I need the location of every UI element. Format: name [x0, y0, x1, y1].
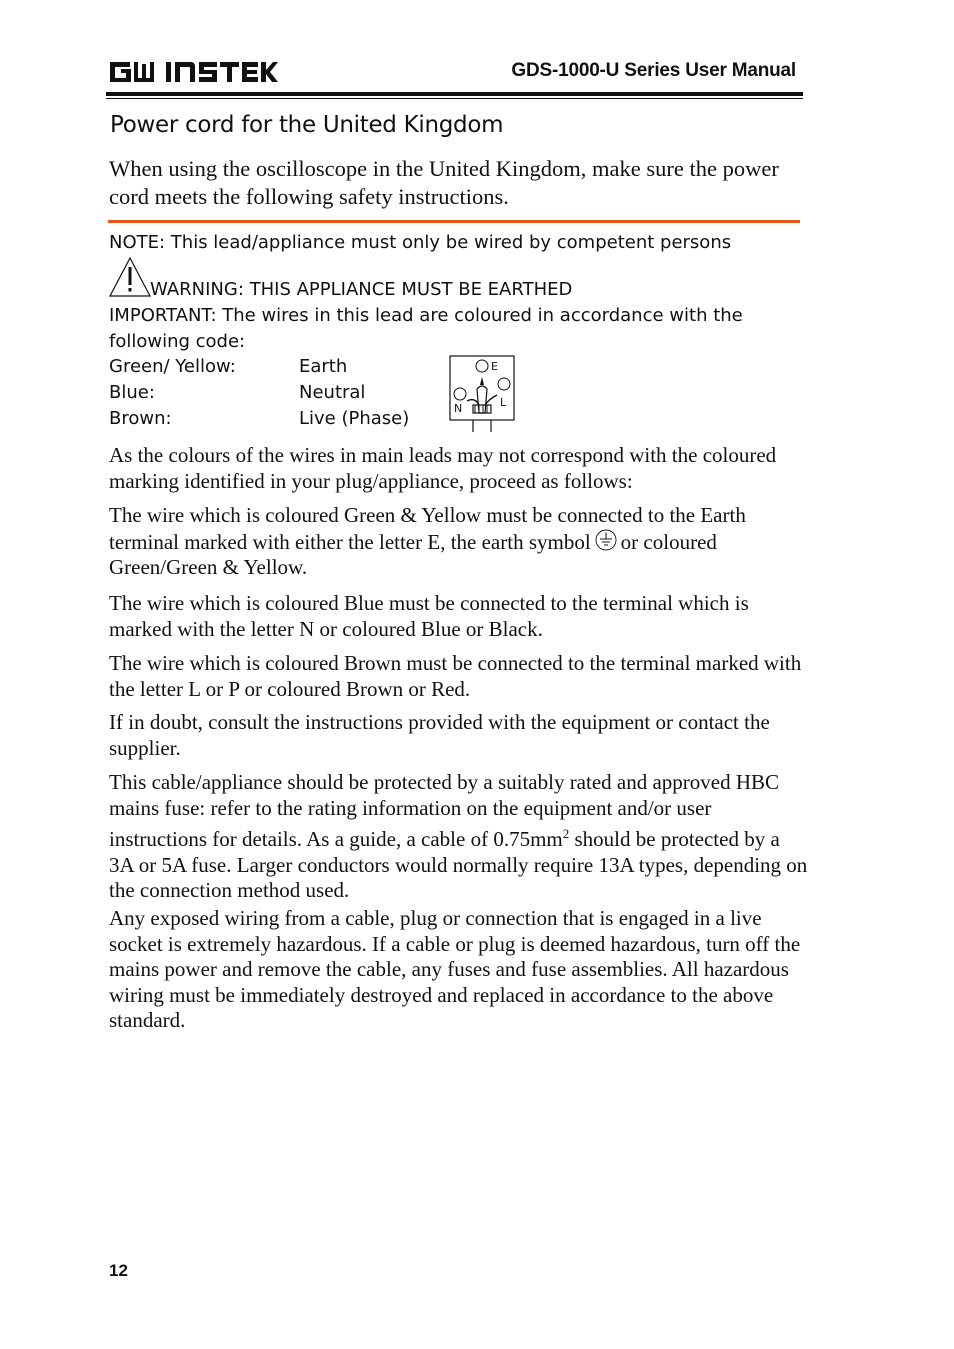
table-row — [109, 354, 409, 380]
note-text: NOTE: This lead/appliance must only be wired by competent persons — [109, 232, 732, 253]
color-code-table — [109, 354, 409, 432]
header-rule — [106, 92, 803, 96]
paragraph-earth-text-2: or coloured Green/Green & Yellow. — [109, 529, 717, 579]
plug-label-e: E — [491, 360, 498, 373]
important-text: IMPORTANT: The wires in this lead are coloured in accordance with the following code: — [109, 305, 743, 352]
superscript-two: 2 — [562, 826, 570, 841]
table-row — [109, 380, 409, 406]
paragraph-exposed-wiring: Any exposed wiring from a cable, plug or connection that is engaged in a live socket is extremely hazardous. If a cable or plug is deemed hazardous, turn off the mains power and remove the cable, any fuses and fuse assemblies. All hazardous wiring must be immediately destroyed and replaced in accordance to the above standard. — [109, 906, 801, 1032]
section-title: Power cord for the United Kingdom — [110, 112, 504, 138]
warning-text: WARNING: THIS APPLIANCE MUST BE EARTHED — [150, 279, 573, 300]
wire-function: Live (Phase) — [299, 408, 410, 429]
paragraph-in-doubt: If in doubt, consult the instructions provided with the equipment or contact the supplier. — [109, 710, 770, 760]
paragraph-fuse-text-1: This cable/appliance should be protected by a suitably rated and approved HBC mains fuse: refer to the rating information on the equipment and/or user instructions for details. As a guide, a cable of 0.75mm — [109, 770, 780, 851]
paragraph-fuse-text-2: should be protected by a 3A or 5A fuse. Larger conductors would normally require 13A types, depending on the connection method used. — [109, 827, 808, 902]
earth-symbol-icon — [595, 529, 617, 551]
paragraph-blue-wire: The wire which is coloured Blue must be connected to the terminal which is marked with the letter N or coloured Blue or Black. — [109, 591, 749, 641]
wire-color: Green/ Yellow: — [109, 356, 236, 377]
plug-label-l: L — [500, 396, 507, 409]
uk-plug-wiring-diagram — [449, 355, 515, 433]
intro-paragraph: When using the oscilloscope in the United Kingdom, make sure the power cord meets the following safety instructions. — [109, 156, 779, 209]
wire-function: Earth — [299, 356, 348, 377]
paragraph-earth-text-1: The wire which is coloured Green & Yellow must be connected to the Earth terminal marked with either the letter E, the earth symbol — [109, 503, 746, 554]
paragraph-brown-wire: The wire which is coloured Brown must be connected to the terminal marked with the letter L or P or coloured Brown or Red. — [109, 651, 802, 701]
wire-color: Brown: — [109, 408, 172, 429]
table-row — [109, 406, 409, 432]
section-divider — [108, 220, 800, 223]
page-number: 12 — [109, 1261, 128, 1280]
wire-color: Blue: — [109, 382, 155, 403]
plug-label-n: N — [454, 402, 463, 415]
gw-instek-logo — [108, 56, 278, 84]
paragraph-fuse — [109, 770, 809, 904]
paragraph-colours-mismatch: As the colours of the wires in main leads may not correspond with the coloured marking identified in your plug/appliance, proceed as follows: — [109, 443, 777, 493]
warning-triangle-icon — [108, 256, 152, 298]
paragraph-earth-wire — [109, 503, 809, 581]
wire-function: Neutral — [299, 382, 366, 403]
manual-title: GDS-1000-U Series User Manual — [511, 60, 796, 81]
header-rule-thin — [106, 98, 803, 99]
